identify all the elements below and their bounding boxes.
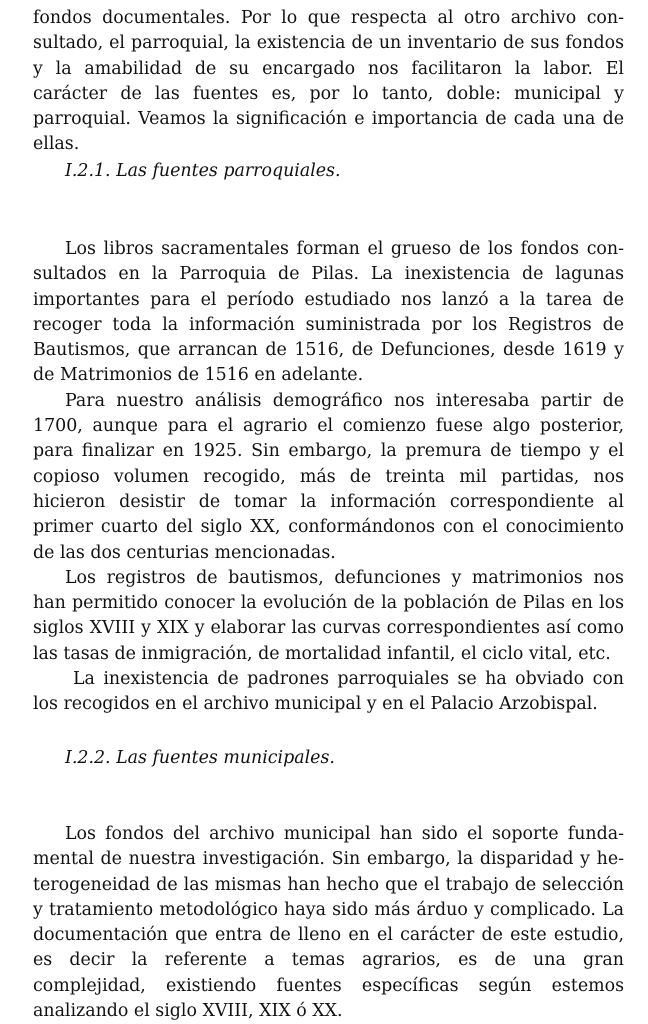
section-body-municipales [33, 822, 624, 1024]
paragraph: Los registros de bautismos, defunciones y matrimonios nos han permitido conocer la evolución de la población de Pilas en los siglos XVIII y XIX y elaborar las curvas correspondientes así como las tasas de inmigración, de mortalidad infantil, el ciclo vital, etc. [33, 567, 624, 664]
intro-paragraph: fondos documentales. Por lo que respecta al otro archivo consultado, el parroquial, la existencia de un inventario de sus fondos y la amabilidad de su encargado nos facilitaron la labor. El carácter de las fuentes es, por lo tanto, doble: municipal y parroquial. Veamos la significación e importancia de cada una de ellas. [33, 8, 624, 155]
paragraph: Los fondos del archivo municipal han sido el soporte fundamental de nuestra investigación. Sin embargo, la disparidad y heterogeneidad de las mismas han hecho que el trabajo de selección y tratamiento metodológico haya sido más árduo y complicado. La documentación que entra de lleno en el carácter de este estudio, es decir la referente a temas agrarios, es de una gran complejidad, existiendo fuentes específicas según estemos analizando el siglo XVIII, XIX ó XX. [33, 824, 624, 1022]
section-heading-municipales: I.2.2. Las fuentes municipales. [65, 748, 335, 768]
paragraph: Para nuestro análisis demográfico nos interesaba partir de 1700, aunque para el agrario el comienzo fuese algo posterior, para finalizar en 1925. Sin embargo, la premura de tiempo y el copioso volumen recogido, más de treinta mil partidas, nos hicieron desistir de tomar la información correspondiente al primer cuarto del siglo XX, conformándonos con el conocimiento de las dos centurias mencionadas. [33, 390, 624, 563]
section-body-parroquiales [33, 237, 624, 718]
paragraph: Los libros sacramentales forman el grueso de los fondos consultados en la Parroquia de Pilas. La inexistencia de lagunas importantes para el período estudiado nos lanzó a la tarea de recoger toda la información suministrada por los Registros de Bautismos, que arrancan de 1516, de Defunciones, desde 1619 y de Matrimonios de 1516 en adelante. [33, 239, 624, 386]
section-heading-parroquiales: I.2.1. Las fuentes parroquiales. [65, 161, 341, 181]
paragraph: La inexistencia de padrones parroquiales se ha obviado con los recogidos en el archivo municipal y en el Palacio Arzobispal. [33, 669, 624, 715]
